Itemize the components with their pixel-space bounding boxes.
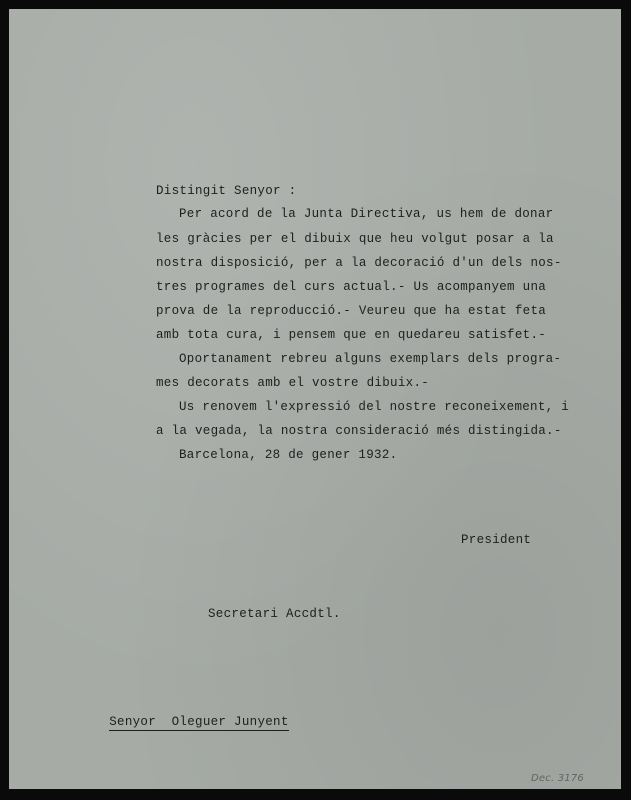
archive-mark: Dec. 3176	[531, 773, 584, 784]
addressee-name: Senyor Oleguer Junyent	[109, 715, 289, 729]
letter-page	[9, 9, 621, 789]
body-line: nostra disposició, per a la decoració d'un dels nos-	[156, 256, 562, 270]
addressee	[78, 701, 289, 743]
salutation: Distingit Senyor :	[156, 184, 297, 198]
body-line: amb tota cura, i pensem que en quedareu satisfet.-	[156, 328, 547, 342]
signature-president: President	[461, 533, 532, 547]
body-line: mes decorats amb el vostre dibuix.-	[156, 376, 430, 390]
body-line: a la vegada, la nostra consideració més distingida.-	[156, 424, 562, 438]
letter-date: Barcelona, 28 de gener 1932.	[179, 448, 398, 462]
body-line: Us renovem l'expressió del nostre reconeixement, i	[179, 400, 570, 414]
body-line: Oportanament rebreu alguns exemplars dels progra-	[179, 352, 562, 366]
body-line: prova de la reproducció.- Veureu que ha estat feta	[156, 304, 547, 318]
body-line: tres programes del curs actual.- Us acompanyem una	[156, 280, 547, 294]
signature-secretary: Secretari Accdtl.	[208, 607, 341, 621]
body-line: Per acord de la Junta Directiva, us hem de donar	[179, 207, 554, 221]
body-line: les gràcies per el dibuix que heu volgut posar a la	[156, 232, 554, 246]
